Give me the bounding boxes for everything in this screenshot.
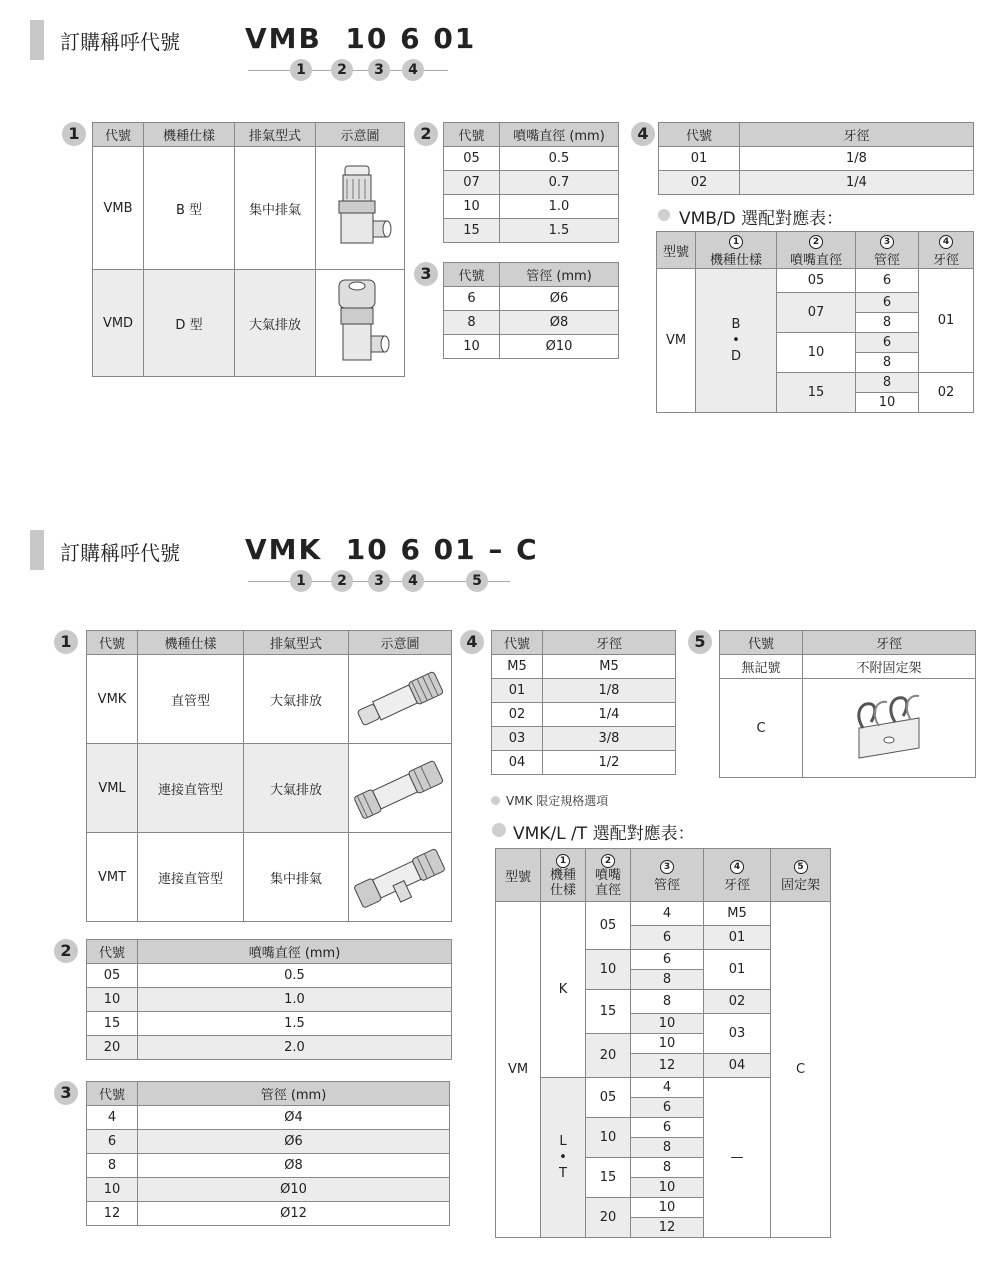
col-header: 噴嘴直徑 (mm) <box>500 123 619 147</box>
position-marker: 4 <box>402 59 424 81</box>
table-row: 01 1/8 <box>659 147 974 171</box>
table-row: 無記號 不附固定架 <box>720 655 976 679</box>
col-header: 排氣型式 <box>244 631 349 655</box>
table-row: 05 0.5 <box>87 964 452 988</box>
table-number: 5 <box>688 630 712 654</box>
col-header: 代號 <box>87 940 138 964</box>
position-marker: 1 <box>290 570 312 592</box>
bullet-icon <box>491 796 500 805</box>
col-header: 代號 <box>444 123 500 147</box>
table-row: C <box>720 679 976 778</box>
table-row: VML 連接直管型 大氣排放 <box>87 744 452 833</box>
table-row: 15 1.5 <box>444 219 619 243</box>
col-header: 牙徑 <box>543 631 676 655</box>
section2-heading: 訂購稱呼代號 <box>60 541 180 565</box>
position-marker: 2 <box>331 59 353 81</box>
col-header: 牙徑 <box>803 631 976 655</box>
table-row: 20 2.0 <box>87 1036 452 1060</box>
table-row: 8 Ø8 <box>87 1154 450 1178</box>
table-row: M5 M5 <box>492 655 676 679</box>
vml-diagram <box>349 744 452 833</box>
s2-type-table <box>86 630 452 922</box>
table-row: VMT 連接直管型 集中排氣 <box>87 833 452 922</box>
position-marker: 3 <box>368 59 390 81</box>
table-number: 4 <box>460 630 484 654</box>
table-row <box>93 147 405 270</box>
position-marker: 2 <box>331 570 353 592</box>
section1-model-code: VMB 10 6 01 <box>245 22 477 55</box>
vmt-diagram <box>349 833 452 922</box>
table-row: 15 1.5 <box>87 1012 452 1036</box>
col-header: 管徑 (mm) <box>500 263 619 287</box>
table-row: 04 1/2 <box>492 751 676 775</box>
note-text: VMK 限定規格選項 <box>506 794 609 808</box>
s1-compat-table: 型號 1 機種仕樣 2 噴嘴直徑 3 管徑 4 牙徑 VM B • D 05 6 01 07 6 8 10 6 8 15 8 02 10 <box>656 231 974 413</box>
col-header: 代號 <box>87 1082 138 1106</box>
position-marker: 5 <box>466 570 488 592</box>
col-header: 示意圖 <box>316 123 405 147</box>
table-row: 10 1.0 <box>444 195 619 219</box>
s2-tube-table <box>86 1081 450 1226</box>
s2-bracket-table <box>719 630 976 778</box>
col-header: 排氣型式 <box>235 123 316 147</box>
col-header: 牙徑 <box>740 123 974 147</box>
table-number: 3 <box>414 262 438 286</box>
bullet-icon <box>658 209 670 221</box>
heading-bar <box>30 530 44 570</box>
table-number: 2 <box>414 122 438 146</box>
table-row: 03 3/8 <box>492 727 676 751</box>
s1-nozzle-table <box>443 122 619 243</box>
table-row: 6 Ø6 <box>87 1130 450 1154</box>
bullet-icon <box>492 823 506 837</box>
table-row: 02 1/4 <box>659 171 974 195</box>
s1-tube-table <box>443 262 619 359</box>
col-header: 代號 <box>87 631 138 655</box>
cell: B • D <box>696 269 777 413</box>
table-number: 1 <box>54 630 78 654</box>
col-header: 代號 <box>444 263 500 287</box>
s2-thread-table <box>491 630 676 775</box>
vmk-diagram <box>349 655 452 744</box>
cell: VMB <box>93 147 144 270</box>
position-marker: 3 <box>368 570 390 592</box>
table-row: 10 Ø10 <box>87 1178 450 1202</box>
cell: 大氣排放 <box>235 270 316 377</box>
compat-caption: VMK/L /T 選配對應表： <box>513 824 695 844</box>
table-row: 02 1/4 <box>492 703 676 727</box>
s2-nozzle-table <box>86 939 452 1060</box>
table-row: 05 0.5 <box>444 147 619 171</box>
table-row: 6 Ø6 <box>444 287 619 311</box>
table-number: 1 <box>62 122 86 146</box>
table-row: 4 Ø4 <box>87 1106 450 1130</box>
position-marker: 1 <box>290 59 312 81</box>
s2-compat-table: 型號 1 機種 仕樣 2 噴嘴 直徑 3 管徑 4 牙徑 5 固定架 VM K 05 4 M5 C 6 01 10 6 01 8 15 8 02 10 03 20 10 12 04 L • T 05 4 — 6 10 6 8 15 8 10 20 10 12 <box>495 848 831 1238</box>
compat-caption: VMB/D 選配對應表： <box>679 209 844 229</box>
col-header: 代號 <box>492 631 543 655</box>
col-header: 噴嘴直徑 (mm) <box>138 940 452 964</box>
cell: VMD <box>93 270 144 377</box>
cell: D 型 <box>144 270 235 377</box>
table-number: 4 <box>631 122 655 146</box>
cell: VM <box>657 269 696 413</box>
position-marker: 4 <box>402 570 424 592</box>
table-row: 10 1.0 <box>87 988 452 1012</box>
table-row <box>93 270 405 377</box>
table-row: 07 0.7 <box>444 171 619 195</box>
table-row: 8 Ø8 <box>444 311 619 335</box>
vmd-diagram <box>316 270 405 377</box>
bracket-diagram <box>803 679 976 778</box>
section2-model-code: VMK 10 6 01 – C <box>245 533 539 566</box>
cell: B 型 <box>144 147 235 270</box>
heading-bar <box>30 20 44 60</box>
section1-heading: 訂購稱呼代號 <box>60 30 180 54</box>
col-header: 型號 <box>657 232 696 269</box>
col-header: 代號 <box>720 631 803 655</box>
table-row: VMK 直管型 大氣排放 <box>87 655 452 744</box>
vmb-diagram <box>316 147 405 270</box>
col-header: 代號 <box>659 123 740 147</box>
s1-type-table <box>92 122 405 377</box>
table-row: 10 Ø10 <box>444 335 619 359</box>
s1-thread-table <box>658 122 974 195</box>
table-number: 2 <box>54 939 78 963</box>
col-header: 機種仕樣 <box>144 123 235 147</box>
col-header: 管徑 (mm) <box>138 1082 450 1106</box>
table-row: 01 1/8 <box>492 679 676 703</box>
col-header: 代號 <box>93 123 144 147</box>
cell: 集中排氣 <box>235 147 316 270</box>
col-header: 示意圖 <box>349 631 452 655</box>
col-header: 機種仕樣 <box>138 631 244 655</box>
table-number: 3 <box>54 1081 78 1105</box>
table-row: 12 Ø12 <box>87 1202 450 1226</box>
